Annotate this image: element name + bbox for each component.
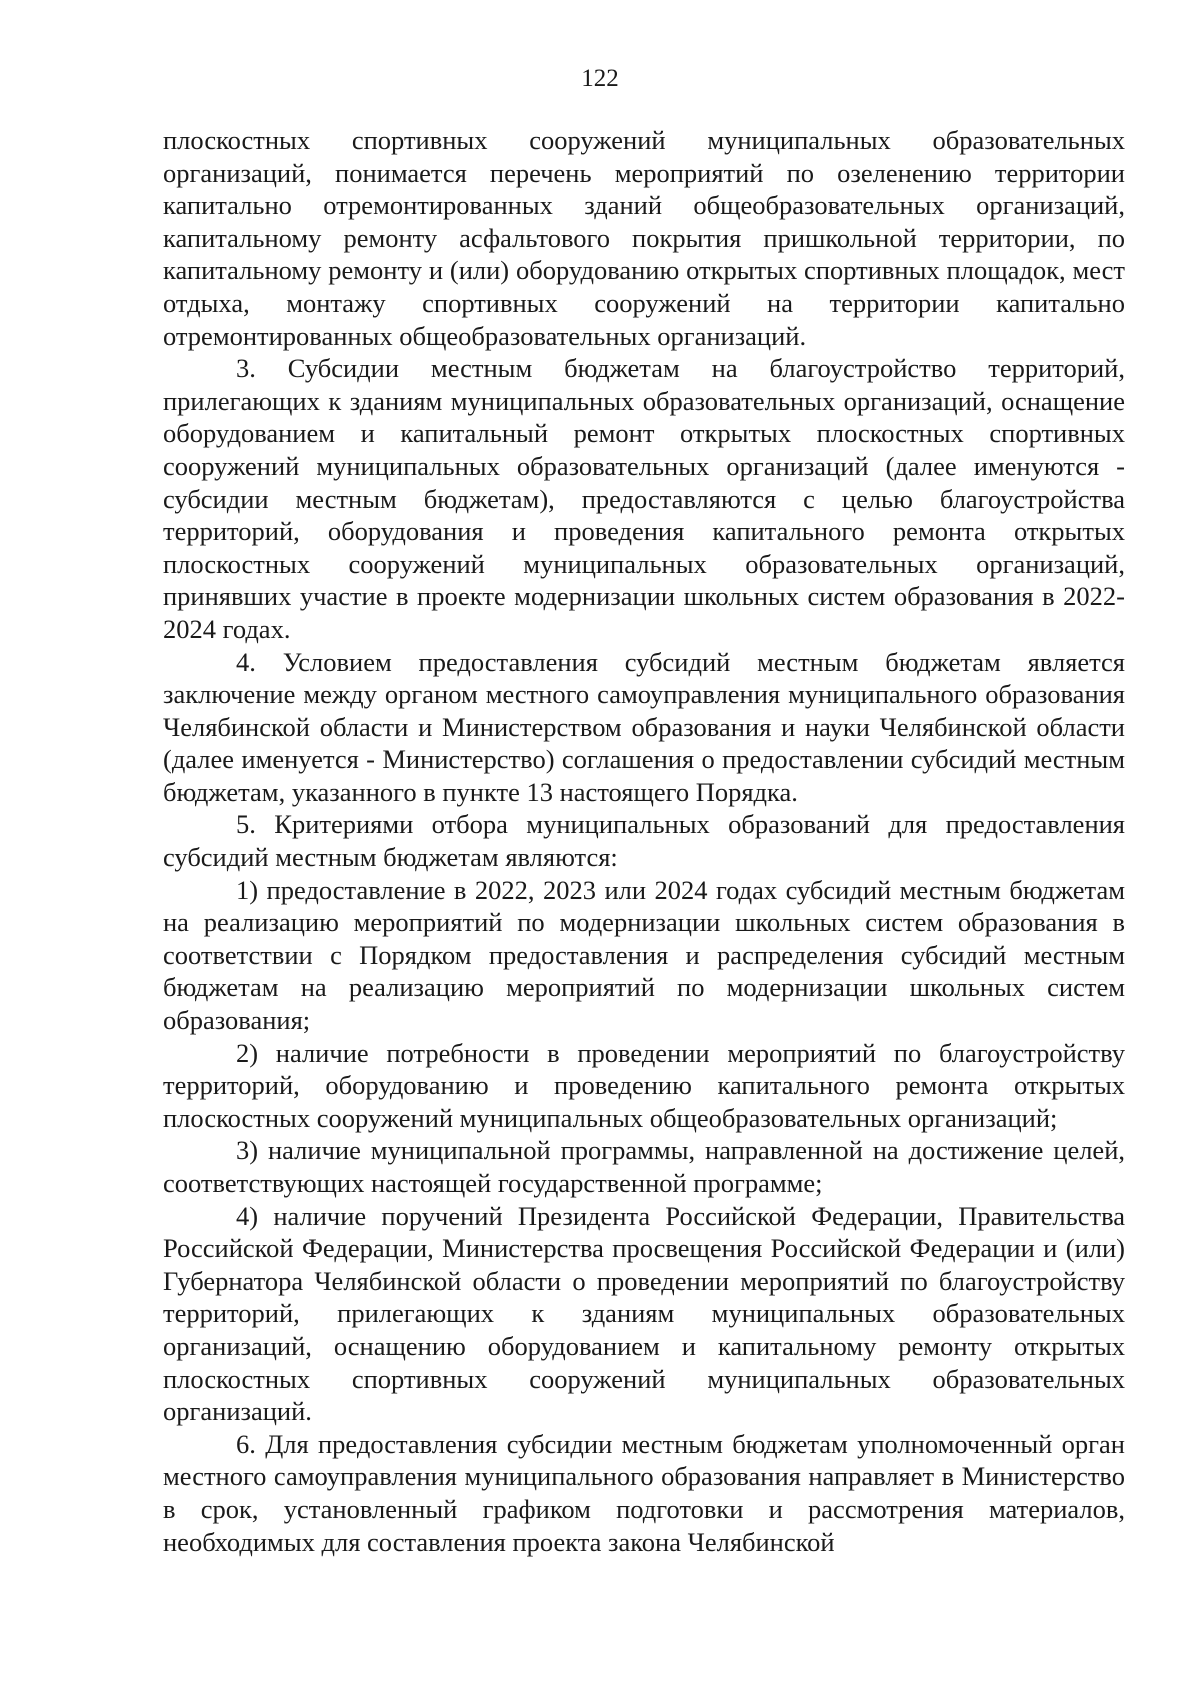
criterion-1: 1) предоставление в 2022, 2023 или 2024 годах субсидий местным бюджетам на реализацию мероприятий по модернизации школьных систем образования в соответствии с Порядком предоставления и распределения субсидий местным бюджетам на реализацию мероприятий по модернизации школьных систем образования;: [163, 874, 1125, 1036]
document-body: [163, 124, 1125, 1558]
paragraph-6: 6. Для предоставления субсидии местным бюджетам уполномоченный орган местного самоуправления муниципального образования направляет в Министерство в срок, установленный графиком подготовки и рассмотрения материалов, необходимых для составления проекта закона Челябинской: [163, 1428, 1125, 1557]
criterion-2: 2) наличие потребности в проведении мероприятий по благоустройству территорий, оборудованию и проведению капитального ремонта открытых плоскостных сооружений муниципальных общеобразовательных организаций;: [163, 1037, 1125, 1133]
criterion-4: 4) наличие поручений Президента Российской Федерации, Правительства Российской Федерации, Министерства просвещения Российской Федерации и (или) Губернатора Челябинской области о проведении мероприятий по благоустройству территорий, прилегающих к зданиям муниципальных образовательных организаций, оснащению оборудованием и капитальному ремонту открытых плоскостных спортивных сооружений муниципальных образовательных организаций.: [163, 1200, 1125, 1427]
paragraph-continuation: плоскостных спортивных сооружений муниципальных образовательных организаций, понимается перечень мероприятий по озеленению территории капитально отремонтированных зданий общеобразовательных организаций, капитальному ремонту асфальтового покрытия пришкольной территории, по капитальному ремонту и (или) оборудованию открытых спортивных площадок, мест отдыха, монтажу спортивных сооружений на территории капитально отремонтированных общеобразовательных организаций.: [163, 125, 1125, 351]
paragraph-3: 3. Субсидии местным бюджетам на благоустройство территорий, прилегающих к зданиям муниципальных образовательных организаций, оснащение оборудованием и капитальный ремонт открытых плоскостных спортивных сооружений муниципальных образовательных организаций (далее именуются - субсидии местным бюджетам), предоставляются с целью благоустройства территорий, оборудования и проведения капитального ремонта открытых плоскостных сооружений муниципальных образовательных организаций, принявших участие в проекте модернизации школьных систем образования в 2022-2024 годах.: [163, 353, 1125, 644]
criterion-3: 3) наличие муниципальной программы, направленной на достижение целей, соответствующих настоящей государственной программе;: [163, 1135, 1125, 1198]
paragraph-4: 4. Условием предоставления субсидий местным бюджетам является заключение между органом местного самоуправления муниципального образования Челябинской области и Министерством образования и науки Челябинской области (далее именуется - Министерство) соглашения о предоставлении субсидий местным бюджетам, указанного в пункте 13 настоящего Порядка.: [163, 646, 1125, 807]
page-number: 122: [581, 65, 619, 92]
paragraph-5: 5. Критериями отбора муниципальных образований для предоставления субсидий местным бюджетам являются:: [163, 809, 1125, 873]
